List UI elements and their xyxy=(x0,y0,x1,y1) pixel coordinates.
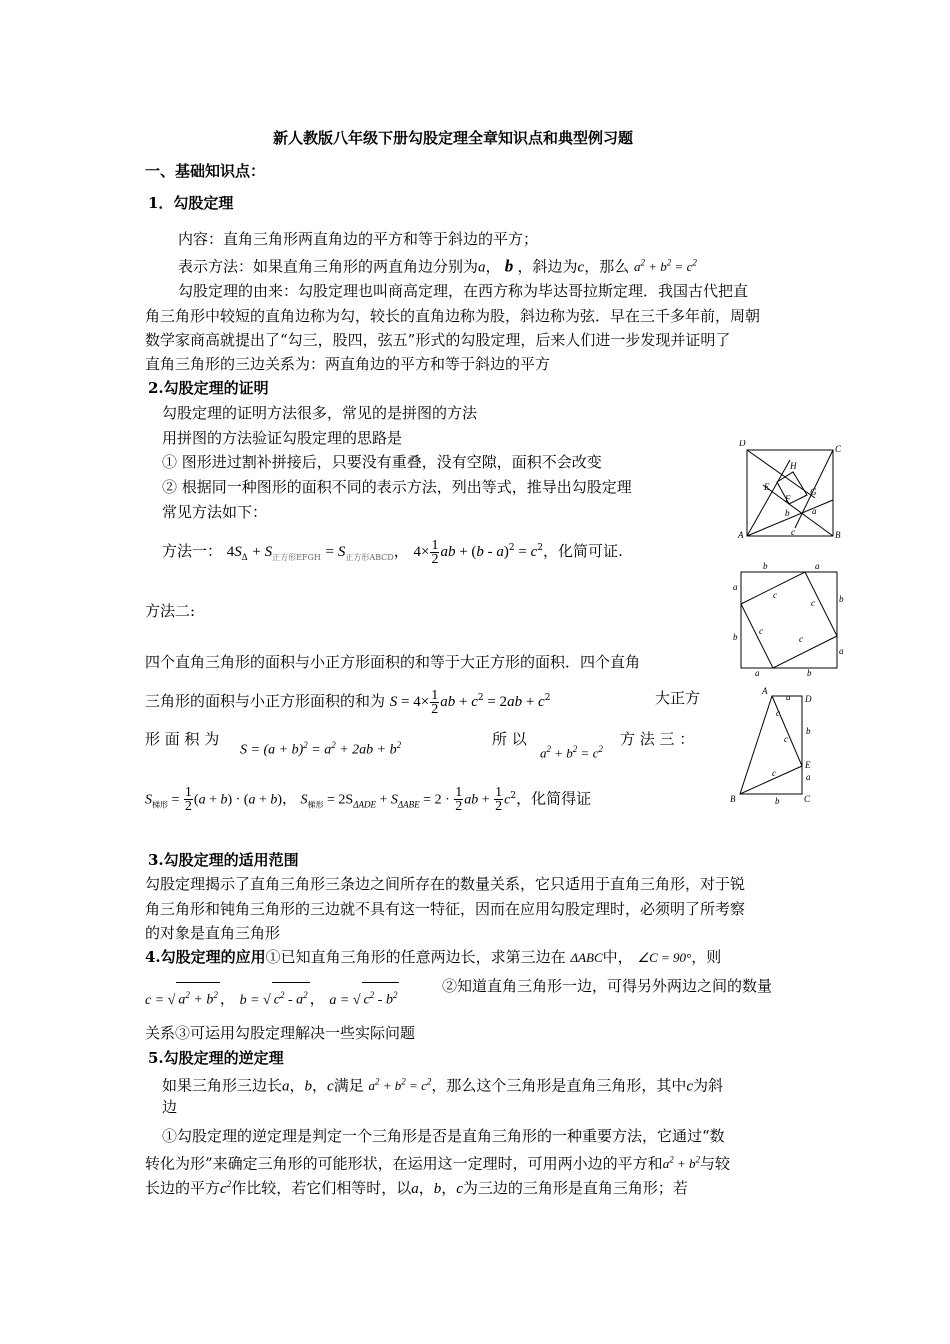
method-one: 方法一： $4S_\Delta + S_{正方形EFGH} = S_{正方形ABCD}$， 4× $\frac{1}{2}$ ab + $(b - a)^2 = c^2$，化简可证. xyxy=(162,537,623,567)
big-square-area-formula: $S = (a + b)^2 = a^2 + 2ab + b^2$ xyxy=(240,740,402,758)
application-line-1: 4.勾股定理的应用①已知直角三角形的任意两边长，求第三边在 ΔABC中， ∠C = 90°，则 xyxy=(145,948,722,966)
converse-para-3: 长边的平方$c^2$作比较，若它们相等时，以a，b，c为三边的三角形是直角三角形；若 xyxy=(145,1179,688,1197)
fig2-label-c-right: c xyxy=(811,598,815,608)
origin-line-3: 数学家商高就提出了“勾三，股四，弦五”形式的勾股定理，后来人们进一步发现并证明了 xyxy=(145,331,731,349)
heading-pythagorean-theorem: 1．勾股定理 xyxy=(148,194,234,212)
fig3-label-B: B xyxy=(730,794,736,804)
fig1-label-G: G xyxy=(810,487,817,497)
fig1-label-E: E xyxy=(764,482,770,492)
proof-line-2: 用拼图的方法验证勾股定理的思路是 xyxy=(162,429,403,447)
fig3-label-c-mid: c xyxy=(784,734,788,744)
fig3-label-A: A xyxy=(762,686,768,696)
origin-line-2: 角三角形中较短的直角边称为勾，较长的直角边称为股，斜边称为弦．早在三千多年前，周朝 xyxy=(145,307,761,325)
fig3-label-c-bottom: c xyxy=(772,768,776,778)
fig2-label-b-left: b xyxy=(733,632,738,642)
method-three-formula: $S_{梯形}$ = $\frac{1}{2}$ (a + b) · (a + b)， $S_{梯形} = 2S_{\Delta ADE} + S_{\Delta ABE} = 2$ · $\frac{1}{2}$ ab + $\frac{1}{2}$ $c^2$，化简得证 xyxy=(145,785,592,815)
fig1-label-A: A xyxy=(738,530,744,540)
fig2-label-a-top: a xyxy=(815,562,820,571)
origin-line-4: 直角三角形的三边关系为：两直角边的平方和等于斜边的平方 xyxy=(145,355,551,373)
converse-para-2: 转化为形”来确定三角形的可能形状，在运用这一定理时，可用两小边的平方和$a^2 + b^2$与较 xyxy=(145,1154,730,1173)
fig3-label-C: C xyxy=(804,794,811,804)
method-two-line-1: 四个直角三角形的面积与小正方形面积的和等于大正方形的面积．四个直角 xyxy=(145,653,641,671)
origin-line-1: 勾股定理的由来：勾股定理也叫商高定理，在西方称为毕达哥拉斯定理．我国古代把直 xyxy=(178,282,749,300)
proof-line-1: 勾股定理的证明方法很多，常见的是拼图的方法 xyxy=(162,404,478,422)
fig1-label-C: C xyxy=(835,444,842,454)
figure-method-three xyxy=(728,686,828,808)
heading-scope: 3.勾股定理的适用范围 xyxy=(148,851,299,869)
proof-line-5: 常见方法如下： xyxy=(162,503,268,521)
fig3-label-D: D xyxy=(805,694,812,704)
heading-converse: 5.勾股定理的逆定理 xyxy=(148,1049,284,1067)
fig3-label-c-left: c xyxy=(776,708,780,718)
page-title: 新人教版八年级下册勾股定理全章知识点和典型例习题 xyxy=(273,129,634,147)
proof-line-3: ① 图形进过割补拼接后，只要没有重叠，没有空隙，面积不会改变 xyxy=(162,453,602,471)
scope-line-3: 的对象是直角三角形 xyxy=(145,924,281,942)
result-formula: $a^2 + b^2 = c^2$ xyxy=(540,744,603,761)
fig2-label-a-left: a xyxy=(733,582,738,592)
figure-method-two xyxy=(727,562,847,677)
fig2-label-a-right: a xyxy=(839,646,844,656)
fig2-label-b-top: b xyxy=(763,562,768,571)
fig3-label-a-right: a xyxy=(806,772,811,782)
fig1-label-D: D xyxy=(739,440,746,448)
application-line-3: 关系③可运用勾股定理解决一些实际问题 xyxy=(145,1024,416,1042)
fig1-label-F: F xyxy=(785,494,791,504)
figure-method-one xyxy=(735,440,845,540)
method-two-line-3b: 所 以 xyxy=(492,730,527,748)
fig1-label-B: B xyxy=(835,530,841,540)
method-two-line-2: 三角形的面积与小正方形面积的和为 S = 4× $\frac{1}{2}$ ab + $c^2 = 2ab + c^2$ xyxy=(145,687,551,717)
converse-para-1: ①勾股定理的逆定理是判定一个三角形是否是直角三角形的一种重要方法，它通过“数 xyxy=(162,1127,725,1145)
method-two-line-3a: 形 面 积 为 xyxy=(145,730,220,748)
fig1-label-H: H xyxy=(790,461,797,471)
fig1-label-b: b xyxy=(785,508,790,518)
fig2-label-a-bottom: a xyxy=(755,668,760,677)
fig2-label-b-bottom: b xyxy=(807,668,812,677)
method-two-label: 方法二: xyxy=(145,602,196,620)
converse-line-2: 边 xyxy=(162,1098,178,1116)
proof-line-4: ② 根据同一种图形的面积不同的表示方法，列出等式，推导出勾股定理 xyxy=(162,478,632,496)
fig2-label-c-left: c xyxy=(759,626,763,636)
fig2-label-b-right: b xyxy=(839,594,844,604)
representation-line: 表示方法：如果直角三角形的两直角边分别为a， b ，斜边为c，那么 $a^2 + b^2 = c^2$ xyxy=(178,256,697,276)
application-line-2-text: ②知道直角三角形一边，可得另外两边之间的数量 xyxy=(442,977,773,995)
fig1-label-c: c xyxy=(791,527,795,537)
fig3-label-a-top: a xyxy=(786,692,791,702)
fig2-label-c-bottom: c xyxy=(799,634,803,644)
method-three-label: 方 法 三 ： xyxy=(620,730,695,748)
fig3-label-b-right: b xyxy=(806,726,811,736)
content-line: 内容：直角三角形两直角边的平方和等于斜边的平方； xyxy=(178,230,539,248)
fig1-label-a: a xyxy=(812,506,817,516)
method-two-line-2-end: 大正方 xyxy=(655,689,701,707)
fig2-label-c-top: c xyxy=(773,590,777,600)
scope-line-2: 角三角形和钝角三角形的三边就不具有这一特征，因而在应用勾股定理时，必须明了所考察 xyxy=(145,900,746,918)
fig3-label-E: E xyxy=(805,760,811,770)
fig3-label-b-bottom: b xyxy=(775,796,780,806)
scope-line-1: 勾股定理揭示了直角三角形三条边之间所存在的数量关系，它只适用于直角三角形，对于锐 xyxy=(145,875,746,893)
application-line-2: c = √ $a^2 + b^2$ ， b = √ $c^2 - a^2$ ， a = √ $c^2 - b^2$ xyxy=(145,982,399,1013)
heading-proof: 2.勾股定理的证明 xyxy=(148,379,269,397)
converse-line-1: 如果三角形三边长a，b，c满足 $a^2 + b^2 = c^2$，那么这个三角形是直角三角形，其中c为斜 xyxy=(162,1076,724,1095)
section-heading-1: 一、基础知识点： xyxy=(145,162,266,180)
